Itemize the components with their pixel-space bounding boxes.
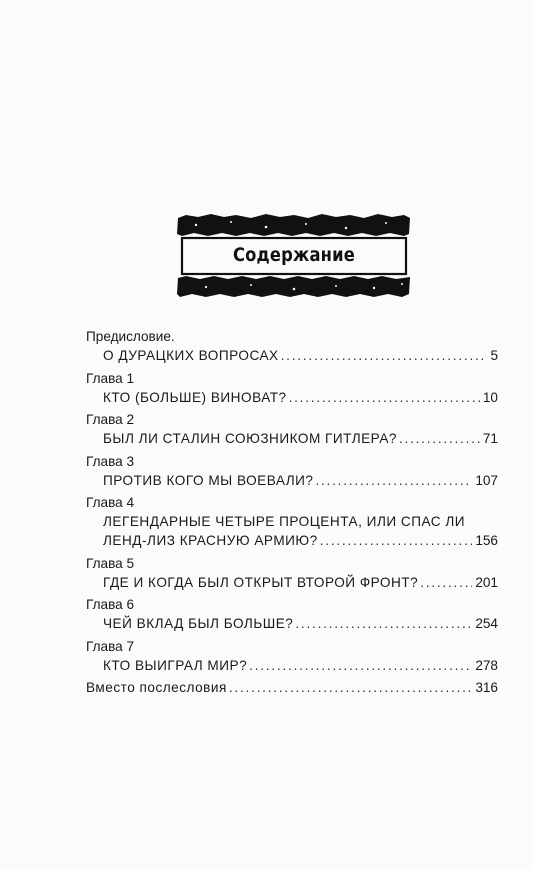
toc-line [86,531,498,550]
toc-line [86,512,498,531]
dot-leader [249,656,472,675]
toc-line [86,614,498,633]
toc-entry-heading: Глава 4 [86,495,135,510]
toc-line [86,678,498,697]
toc-line [86,388,498,407]
toc-page-number: 107 [475,472,498,488]
toc-entry-title: БЫЛ ЛИ СТАЛИН СОЮЗНИКОМ ГИТЛЕРА? [103,431,397,446]
toc-page-number: 156 [475,533,498,548]
toc-entry-title: ЛЕГЕНДАРНЫЕ ЧЕТЫРЕ ПРОЦЕНТА, ИЛИ СПАС ЛИ [103,514,466,529]
toc-page-number: 316 [475,680,498,695]
dot-leader [315,471,472,490]
toc-line [86,656,498,675]
toc-entry-heading: Глава 5 [86,555,135,571]
toc-entry-title: О ДУРАЦКИХ ВОПРОСАХ [103,348,279,363]
toc-entry-title: КТО (БОЛЬШЕ) ВИНОВАТ? [103,389,287,405]
toc-entry-heading: Глава 6 [86,597,135,612]
toc-entry-heading: Глава 3 [86,453,135,469]
toc-entry [86,595,498,633]
toc-page-number: 201 [475,574,498,590]
toc-entry-heading: Предисловие. [86,329,175,344]
dot-leader [281,346,485,365]
toc-entry-title: ЛЕНД-ЛИЗ КРАСНУЮ АРМИЮ? [103,533,318,548]
toc-entry-title: ЧЕЙ ВКЛАД БЫЛ БОЛЬШЕ? [103,616,294,631]
toc-entry [86,369,498,407]
toc-entry-heading: Глава 7 [86,638,135,654]
dot-leader [229,678,472,697]
toc-entry [86,554,498,592]
toc-entry-title: КТО ВЫИГРАЛ МИР? [103,657,248,673]
dot-leader [399,429,480,448]
dot-leader [320,531,473,550]
toc-entry-title: Вместо послесловия [86,680,227,695]
toc-entry [86,410,498,448]
toc-page-number: 10 [482,389,498,405]
toc-entry [86,452,498,490]
toc-entry-heading: Глава 2 [86,412,135,427]
toc-entry-heading: Глава 1 [86,370,135,386]
toc-line [86,429,498,448]
toc-entry [86,493,498,550]
dot-leader [420,573,472,592]
toc-page-number: 71 [482,431,498,446]
toc-entry-title: ГДЕ И КОГДА БЫЛ ОТКРЫТ ВТОРОЙ ФРОНТ? [103,574,419,590]
toc-page-number: 278 [475,657,498,673]
toc-line [86,471,498,490]
toc-entry [86,678,498,697]
toc-line [86,573,498,592]
toc-line [86,346,498,365]
dot-leader [295,614,472,633]
toc-entry [86,637,498,675]
toc-entry [86,327,498,365]
toc-page-number: 5 [490,348,498,363]
table-of-contents [86,327,498,701]
contents-banner [176,212,412,300]
toc-entry-title: ПРОТИВ КОГО МЫ ВОЕВАЛИ? [103,472,314,488]
toc-page-number: 254 [475,616,498,631]
page-title: Содержание [232,244,356,266]
dot-leader [289,388,480,407]
